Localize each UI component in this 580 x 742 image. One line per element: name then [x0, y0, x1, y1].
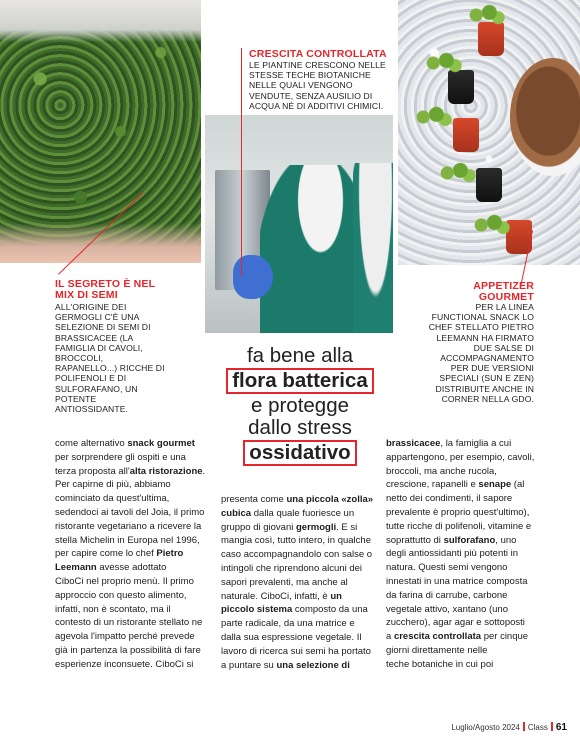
text-run: a puntare su — [221, 659, 277, 671]
bold-text: piccolo sistema — [221, 604, 293, 616]
text-run: cominciato da quest'ultima, — [55, 493, 170, 505]
blue-glove — [233, 255, 273, 299]
caption-line: STESSE TECHE BIOTANICHE — [249, 70, 371, 81]
text-run: giorni direttamente nelle — [386, 644, 488, 656]
text-run: , uno — [495, 534, 517, 546]
caption-line: BRASSICACEE (LA — [55, 332, 134, 343]
bold-text: senape — [478, 479, 512, 491]
text-run: dalla sua espressione vegetale. Il — [221, 631, 362, 643]
text-run: , la famiglia a cui — [440, 438, 512, 449]
body-text-line — [55, 644, 215, 658]
body-text-line — [221, 493, 383, 507]
text-run: avesse adottato — [96, 562, 167, 574]
text-run: contesto di un ristorante stellato ne — [55, 617, 203, 629]
body-text-line — [221, 562, 383, 576]
caption-line: POLIFENOLI E DI — [55, 373, 127, 384]
bold-text: Pietro — [156, 548, 184, 560]
pull-quote-highlight: flora batterica — [226, 368, 374, 394]
text-run: presenta come — [221, 494, 287, 505]
text-run: appartengono, per esempio, cavoli, — [386, 451, 535, 463]
body-text-line — [386, 616, 546, 630]
text-run: prevalente è proprio quest'ultimo), — [386, 506, 530, 518]
text-run: Per capirne di più, abbiamo — [55, 479, 171, 491]
caption-title-line: GOURMET — [478, 291, 534, 303]
body-text-line — [55, 437, 215, 451]
sprout-cube — [476, 168, 502, 202]
bold-text: sulforafano — [443, 534, 496, 546]
body-text-line — [55, 575, 215, 589]
text-run: sapori prevalenti, ma anche al — [221, 576, 348, 588]
sprout-leaves — [410, 104, 454, 130]
caption-line: DISTRIBUITE ANCHE IN — [435, 383, 534, 394]
body-text-line — [221, 631, 383, 645]
text-run: terza proposta all' — [55, 465, 130, 477]
pull-quote-line: e protegge — [250, 394, 350, 417]
caption-line: ACCOMPAGNAMENTO — [440, 353, 534, 364]
caption-line: PER LA LINEA — [475, 302, 534, 312]
body-text-line — [55, 465, 215, 479]
bold-text: crescita controllata — [393, 631, 482, 643]
text-run: a — [386, 631, 394, 643]
page-number: 61 — [555, 722, 567, 733]
caption-line: VENDUTE, SENZA AUSILIO DI — [249, 90, 373, 101]
body-text-line — [55, 616, 215, 630]
body-text-line — [55, 561, 215, 575]
body-text-line — [386, 603, 546, 617]
sprout-leaves — [468, 212, 512, 238]
text-run: per cinque — [481, 631, 529, 643]
caption-pointer-line — [241, 48, 242, 276]
text-run: zucchero), agar agar e sottoposti — [386, 617, 525, 629]
body-text-line — [386, 478, 546, 492]
text-run: vegetale attivo, xantano (uno — [386, 603, 509, 615]
body-text-line — [55, 547, 215, 561]
body-text-line — [386, 630, 546, 644]
body-text-line — [386, 520, 546, 534]
footer-separator — [551, 722, 553, 731]
caption-line: FAMIGLIA DI CAVOLI, — [55, 342, 143, 353]
caption-line: LEEMANN HA FIRMATO — [436, 332, 534, 343]
sprout-cube — [453, 118, 479, 152]
footer-separator — [523, 722, 525, 731]
bold-text: snack gourmet — [127, 438, 195, 449]
pull-quote — [205, 345, 395, 466]
body-text-line — [386, 437, 546, 451]
sauce-bowl — [510, 58, 580, 176]
body-text-line — [55, 630, 215, 644]
body-text-line — [221, 603, 383, 617]
body-text-line — [386, 547, 546, 561]
body-text-line — [221, 507, 383, 521]
caption-body-appetizer — [384, 302, 534, 404]
pull-quote-highlight: ossidativo — [243, 440, 356, 466]
bold-text: germogli — [296, 521, 337, 533]
body-text-line — [55, 520, 215, 534]
body-text-line — [386, 451, 546, 465]
bold-text: una piccola «zolla» — [286, 494, 374, 505]
text-run: per sorprendere gli ospiti e una — [55, 451, 186, 463]
caption-line: GERMOGLI C'È UNA — [55, 312, 140, 323]
body-column-right — [386, 437, 546, 672]
caption-title-appetizer — [473, 281, 534, 303]
magazine-name: Class — [527, 723, 548, 732]
body-text-line — [221, 617, 383, 631]
body-text-line — [386, 658, 546, 672]
text-run: (al — [511, 479, 525, 491]
text-run: soprattutto di — [386, 534, 444, 546]
text-run: netto dei condimenti, il sapore — [386, 493, 513, 505]
hand-holding-tray — [0, 223, 201, 263]
caption-body-crescita — [249, 60, 399, 111]
text-run: infatti, non è scontato, ma il — [55, 603, 171, 615]
text-run: esperienze inconsuete. CiboCi si — [55, 658, 194, 670]
text-run: intingoli che riprendono alcuni dei — [221, 562, 363, 574]
text-run: composto da una — [292, 604, 368, 616]
body-column-left — [55, 437, 215, 672]
caption-line: ANTIOSSIDANTE. — [55, 404, 129, 415]
page-footer — [451, 722, 567, 733]
body-text-line — [55, 603, 215, 617]
tray-lid — [0, 0, 201, 42]
text-run: . — [202, 465, 206, 477]
bold-text: brassicacee — [386, 438, 441, 449]
text-run: gruppo di giovani — [221, 521, 296, 533]
body-text-line — [55, 451, 215, 465]
text-run: per capire come lo chef — [55, 548, 157, 560]
caption-body-segreto — [55, 302, 195, 414]
body-text-line — [221, 659, 383, 673]
caption-line: SELEZIONE DI SEMI DI — [55, 322, 151, 333]
sprout-leaves — [463, 2, 507, 28]
text-run: broccoli, ma anche rucola, — [386, 465, 497, 477]
sprout-leaves — [434, 160, 478, 186]
text-run: agevola l'impatto perché prevede — [55, 631, 195, 643]
bold-text: cubica — [221, 507, 252, 519]
text-run: natura. Questi semi vengono — [386, 562, 508, 574]
text-run: lavoro di ricerca sui semi ha portato — [221, 645, 371, 657]
body-text-line — [221, 534, 383, 548]
bold-text: una selezione di — [276, 659, 350, 671]
caption-title-crescita: CRESCITA CONTROLLATA — [249, 48, 387, 60]
text-run: innestati in una matrice composta — [386, 575, 528, 587]
body-text-line — [386, 589, 546, 603]
text-run: crescione, rapanelli e — [386, 479, 479, 491]
text-run: ristorante vegetariano a ricevere la — [55, 520, 202, 532]
body-text-line — [386, 644, 546, 658]
caption-title-segreto — [55, 279, 155, 301]
text-run: stella Michelin in Europa nel 1996, — [55, 534, 200, 546]
caption-line: RAPANELLO...) RICCHE DI — [55, 363, 165, 374]
body-text-line — [55, 534, 215, 548]
caption-line: CORNER NELLA GDO. — [441, 393, 534, 404]
caption-line: FUNCTIONAL SNACK LO — [431, 312, 534, 323]
text-run: degli antiossidanti più potenti in — [386, 548, 519, 560]
caption-line: NELLE QUALI VENGONO — [249, 80, 353, 91]
body-text-line — [386, 561, 546, 575]
body-text-line — [221, 548, 383, 562]
body-text-line — [386, 506, 546, 520]
body-text-line — [55, 658, 215, 672]
body-text-line — [386, 465, 546, 479]
text-run: teche botaniche in cui poi — [386, 658, 494, 670]
caption-line: SPECIALI (SUN E ZEN) — [439, 373, 534, 384]
text-run: approccio con questo alimento, — [55, 589, 187, 601]
body-text-line — [386, 492, 546, 506]
body-column-middle — [221, 493, 383, 672]
text-run: dalla quale fuoriesce un — [251, 507, 355, 519]
body-text-line — [55, 492, 215, 506]
text-run: come alternativo — [55, 438, 128, 449]
bold-text: un — [330, 590, 342, 602]
caption-line: POTENTE — [55, 393, 97, 404]
bold-text: alta ristorazione — [129, 465, 203, 477]
body-text-line — [55, 589, 215, 603]
body-text-line — [221, 645, 383, 659]
caption-line: BROCCOLI, — [55, 353, 104, 364]
lab-workers-photo — [205, 115, 393, 333]
text-run: parte radicale, da una matrice e — [221, 618, 355, 630]
caption-line: PER DUE VERSIONI — [450, 363, 534, 374]
caption-line: ACQUA NÉ DI ADDITIVI CHIMICI. — [249, 100, 384, 111]
caption-title-line: MIX DI SEMI — [55, 289, 118, 301]
text-run: . E si — [336, 521, 358, 533]
sprouts-tray-photo — [0, 0, 201, 263]
pull-quote-line: fa bene alla — [246, 344, 353, 367]
sprout-leaves — [420, 50, 464, 76]
body-text-line — [386, 534, 546, 548]
caption-line: DUE SALSE DI — [473, 342, 534, 353]
text-run: da farina di carrube, carbone — [386, 589, 508, 601]
body-text-line — [55, 478, 215, 492]
text-run: già in partenza la possibilità di fare — [55, 644, 201, 656]
body-text-line — [386, 575, 546, 589]
caption-line: ALL'ORIGINE DEI — [55, 302, 127, 312]
caption-title-line: APPETIZER — [473, 280, 534, 292]
bold-text: Leemann — [55, 562, 97, 574]
body-text-line — [55, 506, 215, 520]
text-run: sedendoci ai tavoli del Joia, il primo — [55, 506, 205, 518]
caption-title-line: IL SEGRETO È NEL — [55, 278, 156, 290]
caption-line: CHEF STELLATO PIETRO — [428, 322, 534, 333]
pull-quote-line: dallo stress — [248, 416, 352, 439]
sprout-cubes-photo — [398, 0, 580, 265]
issue-date: Luglio/Agosto 2024 — [451, 723, 520, 732]
text-run: tutte ricche di polifenoli, vitamine e — [386, 520, 532, 532]
text-run: naturale. CiboCi, infatti, è — [221, 590, 331, 602]
body-text-line — [221, 590, 383, 604]
caption-line: LE PIANTINE CRESCONO NELLE — [249, 60, 386, 70]
text-run: CiboCi nel proprio menù. Il primo — [55, 575, 194, 587]
sprout-cube — [448, 70, 474, 104]
body-text-line — [221, 576, 383, 590]
body-text-line — [221, 521, 383, 535]
caption-line: SULFORAFANO, UN — [55, 383, 138, 394]
text-run: mangia così, tutto intero, in qualche — [221, 535, 371, 547]
text-run: caso accompagnandolo con salse o — [221, 549, 373, 561]
